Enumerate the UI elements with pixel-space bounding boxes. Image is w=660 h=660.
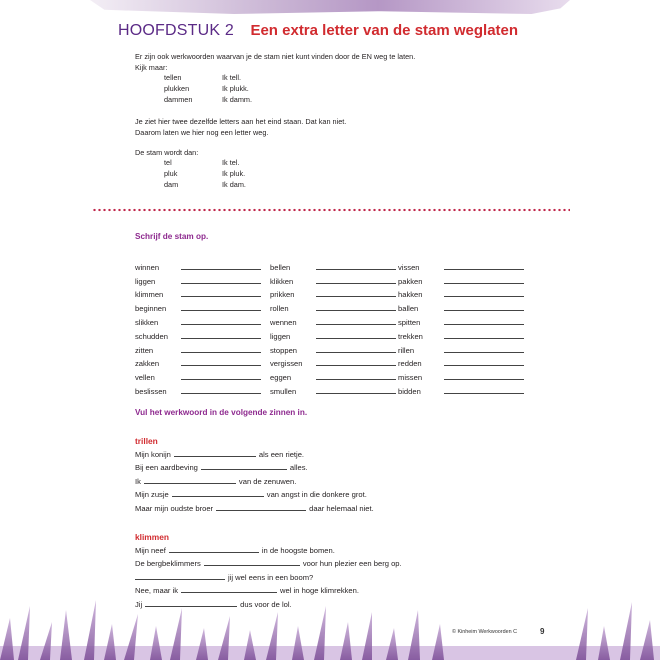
sentence-group-trillen xyxy=(135,445,374,513)
sentence xyxy=(135,459,374,473)
sentence-after: alles. xyxy=(289,463,308,473)
example-word: tellen xyxy=(164,73,182,82)
chapter-title: Een extra letter van de stam weglaten xyxy=(250,22,519,39)
verb-word: spitten xyxy=(398,317,421,327)
verb-word: vergissen xyxy=(270,359,303,369)
verb-word: hakken xyxy=(398,290,423,300)
answer-line[interactable] xyxy=(444,269,524,270)
stem-item xyxy=(135,332,270,341)
sentence xyxy=(135,499,374,513)
answer-line[interactable] xyxy=(181,283,261,284)
sentence xyxy=(135,541,402,555)
stem-item xyxy=(270,277,398,286)
answer-line[interactable] xyxy=(444,393,524,394)
verb-word: beginnen xyxy=(135,304,167,314)
example-word: plukken xyxy=(164,83,190,93)
sentence-after: dus voor de lol. xyxy=(240,599,292,609)
verb-word: missen xyxy=(398,373,423,383)
example-word: dammen xyxy=(164,94,193,104)
sentence-group-klimmen xyxy=(135,541,402,609)
stem-item xyxy=(398,373,528,382)
example-list-1 xyxy=(164,73,252,105)
intro-text: De stam wordt dan: xyxy=(135,148,199,157)
sentence xyxy=(135,445,374,459)
answer-line[interactable] xyxy=(316,296,396,297)
sentence xyxy=(135,486,374,500)
stem-item xyxy=(135,373,270,382)
answer-line[interactable] xyxy=(316,393,396,394)
verb-word: liggen xyxy=(270,331,291,341)
stem-row xyxy=(135,313,528,327)
answer-line[interactable] xyxy=(316,352,396,353)
stem-row xyxy=(135,286,528,300)
answer-line[interactable] xyxy=(181,379,261,380)
stem-item xyxy=(135,387,270,396)
example-result: Ik pluk. xyxy=(222,168,246,178)
answer-line[interactable] xyxy=(316,283,396,284)
verb-word: liggen xyxy=(135,276,156,286)
stem-item xyxy=(398,290,528,299)
example-row xyxy=(164,73,252,84)
stem-row xyxy=(135,272,528,286)
verb-word: stoppen xyxy=(270,345,298,355)
stem-row xyxy=(135,355,528,369)
chapter-label: HOOFDSTUK 2 xyxy=(118,22,234,39)
lavender-grass-decoration xyxy=(0,600,660,660)
verb-word: eggen xyxy=(270,373,292,383)
answer-blank[interactable] xyxy=(181,592,277,593)
stem-item xyxy=(135,359,270,368)
sentence-before: Bij een aardbeving xyxy=(135,463,198,473)
answer-line[interactable] xyxy=(316,324,396,325)
stem-item xyxy=(270,346,398,355)
sentence-before: De bergbeklimmers xyxy=(135,559,201,569)
answer-line[interactable] xyxy=(316,269,396,270)
exercise-2-heading: Vul het werkwoord in de volgende zinnen in. xyxy=(135,408,308,417)
answer-line[interactable] xyxy=(181,269,261,270)
example-word: dam xyxy=(164,179,179,189)
stem-item xyxy=(270,304,398,313)
verb-word: klikken xyxy=(270,276,294,286)
verb-word: klimmen xyxy=(135,290,164,300)
decorative-top-band xyxy=(90,0,570,14)
stem-item xyxy=(398,277,528,286)
answer-blank[interactable] xyxy=(144,483,236,484)
sentence-after: van angst in die donkere grot. xyxy=(266,490,367,500)
sentence xyxy=(135,472,374,486)
example-result: Ik dam. xyxy=(222,179,246,189)
sentence-before: Mijn neef xyxy=(135,545,166,555)
stem-item xyxy=(135,277,270,286)
stem-item xyxy=(270,373,398,382)
intro-paragraph-1 xyxy=(135,52,415,73)
verb-heading-klimmen: klimmen xyxy=(135,532,169,542)
page-number: 9 xyxy=(540,627,545,636)
answer-line[interactable] xyxy=(181,296,261,297)
example-row xyxy=(164,169,246,180)
sentence-before: Mijn konijn xyxy=(135,449,171,459)
verb-word: zitten xyxy=(135,345,154,355)
stem-item xyxy=(398,346,528,355)
stem-item xyxy=(270,359,398,368)
answer-line[interactable] xyxy=(181,393,261,394)
example-result: Ik damm. xyxy=(222,94,253,104)
example-row xyxy=(164,95,252,106)
example-row xyxy=(164,158,246,169)
stem-item xyxy=(398,263,528,272)
stem-item xyxy=(398,304,528,313)
intro-paragraph-3 xyxy=(135,148,198,159)
answer-line[interactable] xyxy=(181,352,261,353)
verb-word: schudden xyxy=(135,331,168,341)
verb-word: bidden xyxy=(398,386,421,396)
answer-line[interactable] xyxy=(316,338,396,339)
stem-row xyxy=(135,341,528,355)
verb-word: smullen xyxy=(270,386,297,396)
sentence-after: in de hoogste bomen. xyxy=(261,545,335,555)
stem-row xyxy=(135,368,528,382)
exercise-1-heading: Schrijf de stam op. xyxy=(135,232,209,241)
example-word: tel xyxy=(164,158,172,167)
verb-word: bellen xyxy=(270,262,291,272)
stem-item xyxy=(270,387,398,396)
stem-item xyxy=(135,263,270,272)
verb-heading-trillen: trillen xyxy=(135,436,158,446)
answer-blank[interactable] xyxy=(204,565,300,566)
dotted-divider xyxy=(92,208,570,212)
verb-word: vissen xyxy=(398,262,420,272)
answer-blank[interactable] xyxy=(135,579,225,580)
example-result: Ik tel. xyxy=(222,158,240,167)
sentence-before: Mijn zusje xyxy=(135,490,169,500)
answer-blank[interactable] xyxy=(169,552,259,553)
page-header xyxy=(118,22,518,40)
answer-line[interactable] xyxy=(444,352,524,353)
answer-blank[interactable] xyxy=(174,456,256,457)
answer-line[interactable] xyxy=(316,365,396,366)
sentence-after: van de zenuwen. xyxy=(238,476,297,486)
verb-word: ballen xyxy=(398,304,419,314)
verb-word: redden xyxy=(398,359,422,369)
footer-copyright: © Kinheim Werkwoorden C xyxy=(452,629,517,635)
answer-line[interactable] xyxy=(444,379,524,380)
stem-item xyxy=(270,290,398,299)
stem-item xyxy=(135,318,270,327)
sentence xyxy=(135,582,402,596)
sentence-before: Nee, maar ik xyxy=(135,586,179,596)
intro-text: Er zijn ook werkwoorden waarvan je de stam niet kunt vinden door de EN weg te laten. xyxy=(135,52,416,61)
verb-word: winnen xyxy=(135,262,160,272)
answer-line[interactable] xyxy=(444,365,524,366)
answer-line[interactable] xyxy=(316,310,396,311)
answer-line[interactable] xyxy=(316,379,396,380)
verb-word: vellen xyxy=(135,373,155,383)
stem-item xyxy=(135,346,270,355)
sentence-after: als een rietje. xyxy=(258,449,305,459)
verb-word: rollen xyxy=(270,304,289,314)
answer-line[interactable] xyxy=(181,324,261,325)
verb-word: beslissen xyxy=(135,386,167,396)
sentence-before: Ik xyxy=(135,476,141,486)
verb-word: wennen xyxy=(270,317,297,327)
sentence xyxy=(135,568,402,582)
answer-line[interactable] xyxy=(181,365,261,366)
sentence-after: jij wel eens in een boom? xyxy=(228,572,314,582)
verb-word: trekken xyxy=(398,331,423,341)
sentence-before: Jij xyxy=(135,599,143,609)
stem-item xyxy=(398,387,528,396)
answer-line[interactable] xyxy=(444,283,524,284)
stem-item xyxy=(398,332,528,341)
answer-line[interactable] xyxy=(181,310,261,311)
intro-text: Kijk maar: xyxy=(135,62,168,72)
stem-row xyxy=(135,299,528,313)
sentence-after: voor hun plezier een berg op. xyxy=(302,559,402,569)
intro-text: Je ziet hier twee dezelfde letters aan het eind staan. Dat kan niet. xyxy=(135,117,347,126)
answer-blank[interactable] xyxy=(172,496,264,497)
intro-text: Daarom laten we hier nog een letter weg. xyxy=(135,127,269,137)
stem-item xyxy=(135,290,270,299)
example-list-2 xyxy=(164,158,246,190)
answer-line[interactable] xyxy=(181,338,261,339)
verb-word: rillen xyxy=(398,345,415,355)
sentence-after: wel in hoge klimrekken. xyxy=(280,586,359,596)
answer-blank[interactable] xyxy=(216,510,306,511)
example-row xyxy=(164,180,246,191)
stem-item xyxy=(398,318,528,327)
example-word: pluk xyxy=(164,168,178,178)
stem-row xyxy=(135,327,528,341)
stem-item xyxy=(135,304,270,313)
stem-item xyxy=(270,332,398,341)
stem-item xyxy=(270,318,398,327)
answer-line[interactable] xyxy=(444,324,524,325)
answer-line[interactable] xyxy=(444,296,524,297)
example-result: Ik plukk. xyxy=(222,83,249,93)
sentence-after: daar helemaal niet. xyxy=(309,503,374,513)
answer-blank[interactable] xyxy=(201,469,287,470)
intro-paragraph-2 xyxy=(135,117,346,138)
verb-word: slikken xyxy=(135,317,159,327)
example-result: Ik tell. xyxy=(222,73,242,82)
stem-item xyxy=(398,359,528,368)
stem-item xyxy=(270,263,398,272)
example-row xyxy=(164,84,252,95)
verb-word: prikken xyxy=(270,290,295,300)
stem-exercise-grid xyxy=(135,258,528,396)
stem-row xyxy=(135,382,528,396)
stem-row xyxy=(135,258,528,272)
answer-line[interactable] xyxy=(444,338,524,339)
verb-word: pakken xyxy=(398,276,423,286)
sentence xyxy=(135,555,402,569)
answer-line[interactable] xyxy=(444,310,524,311)
sentence-before: Maar mijn oudste broer xyxy=(135,503,214,513)
verb-word: zakken xyxy=(135,359,160,369)
